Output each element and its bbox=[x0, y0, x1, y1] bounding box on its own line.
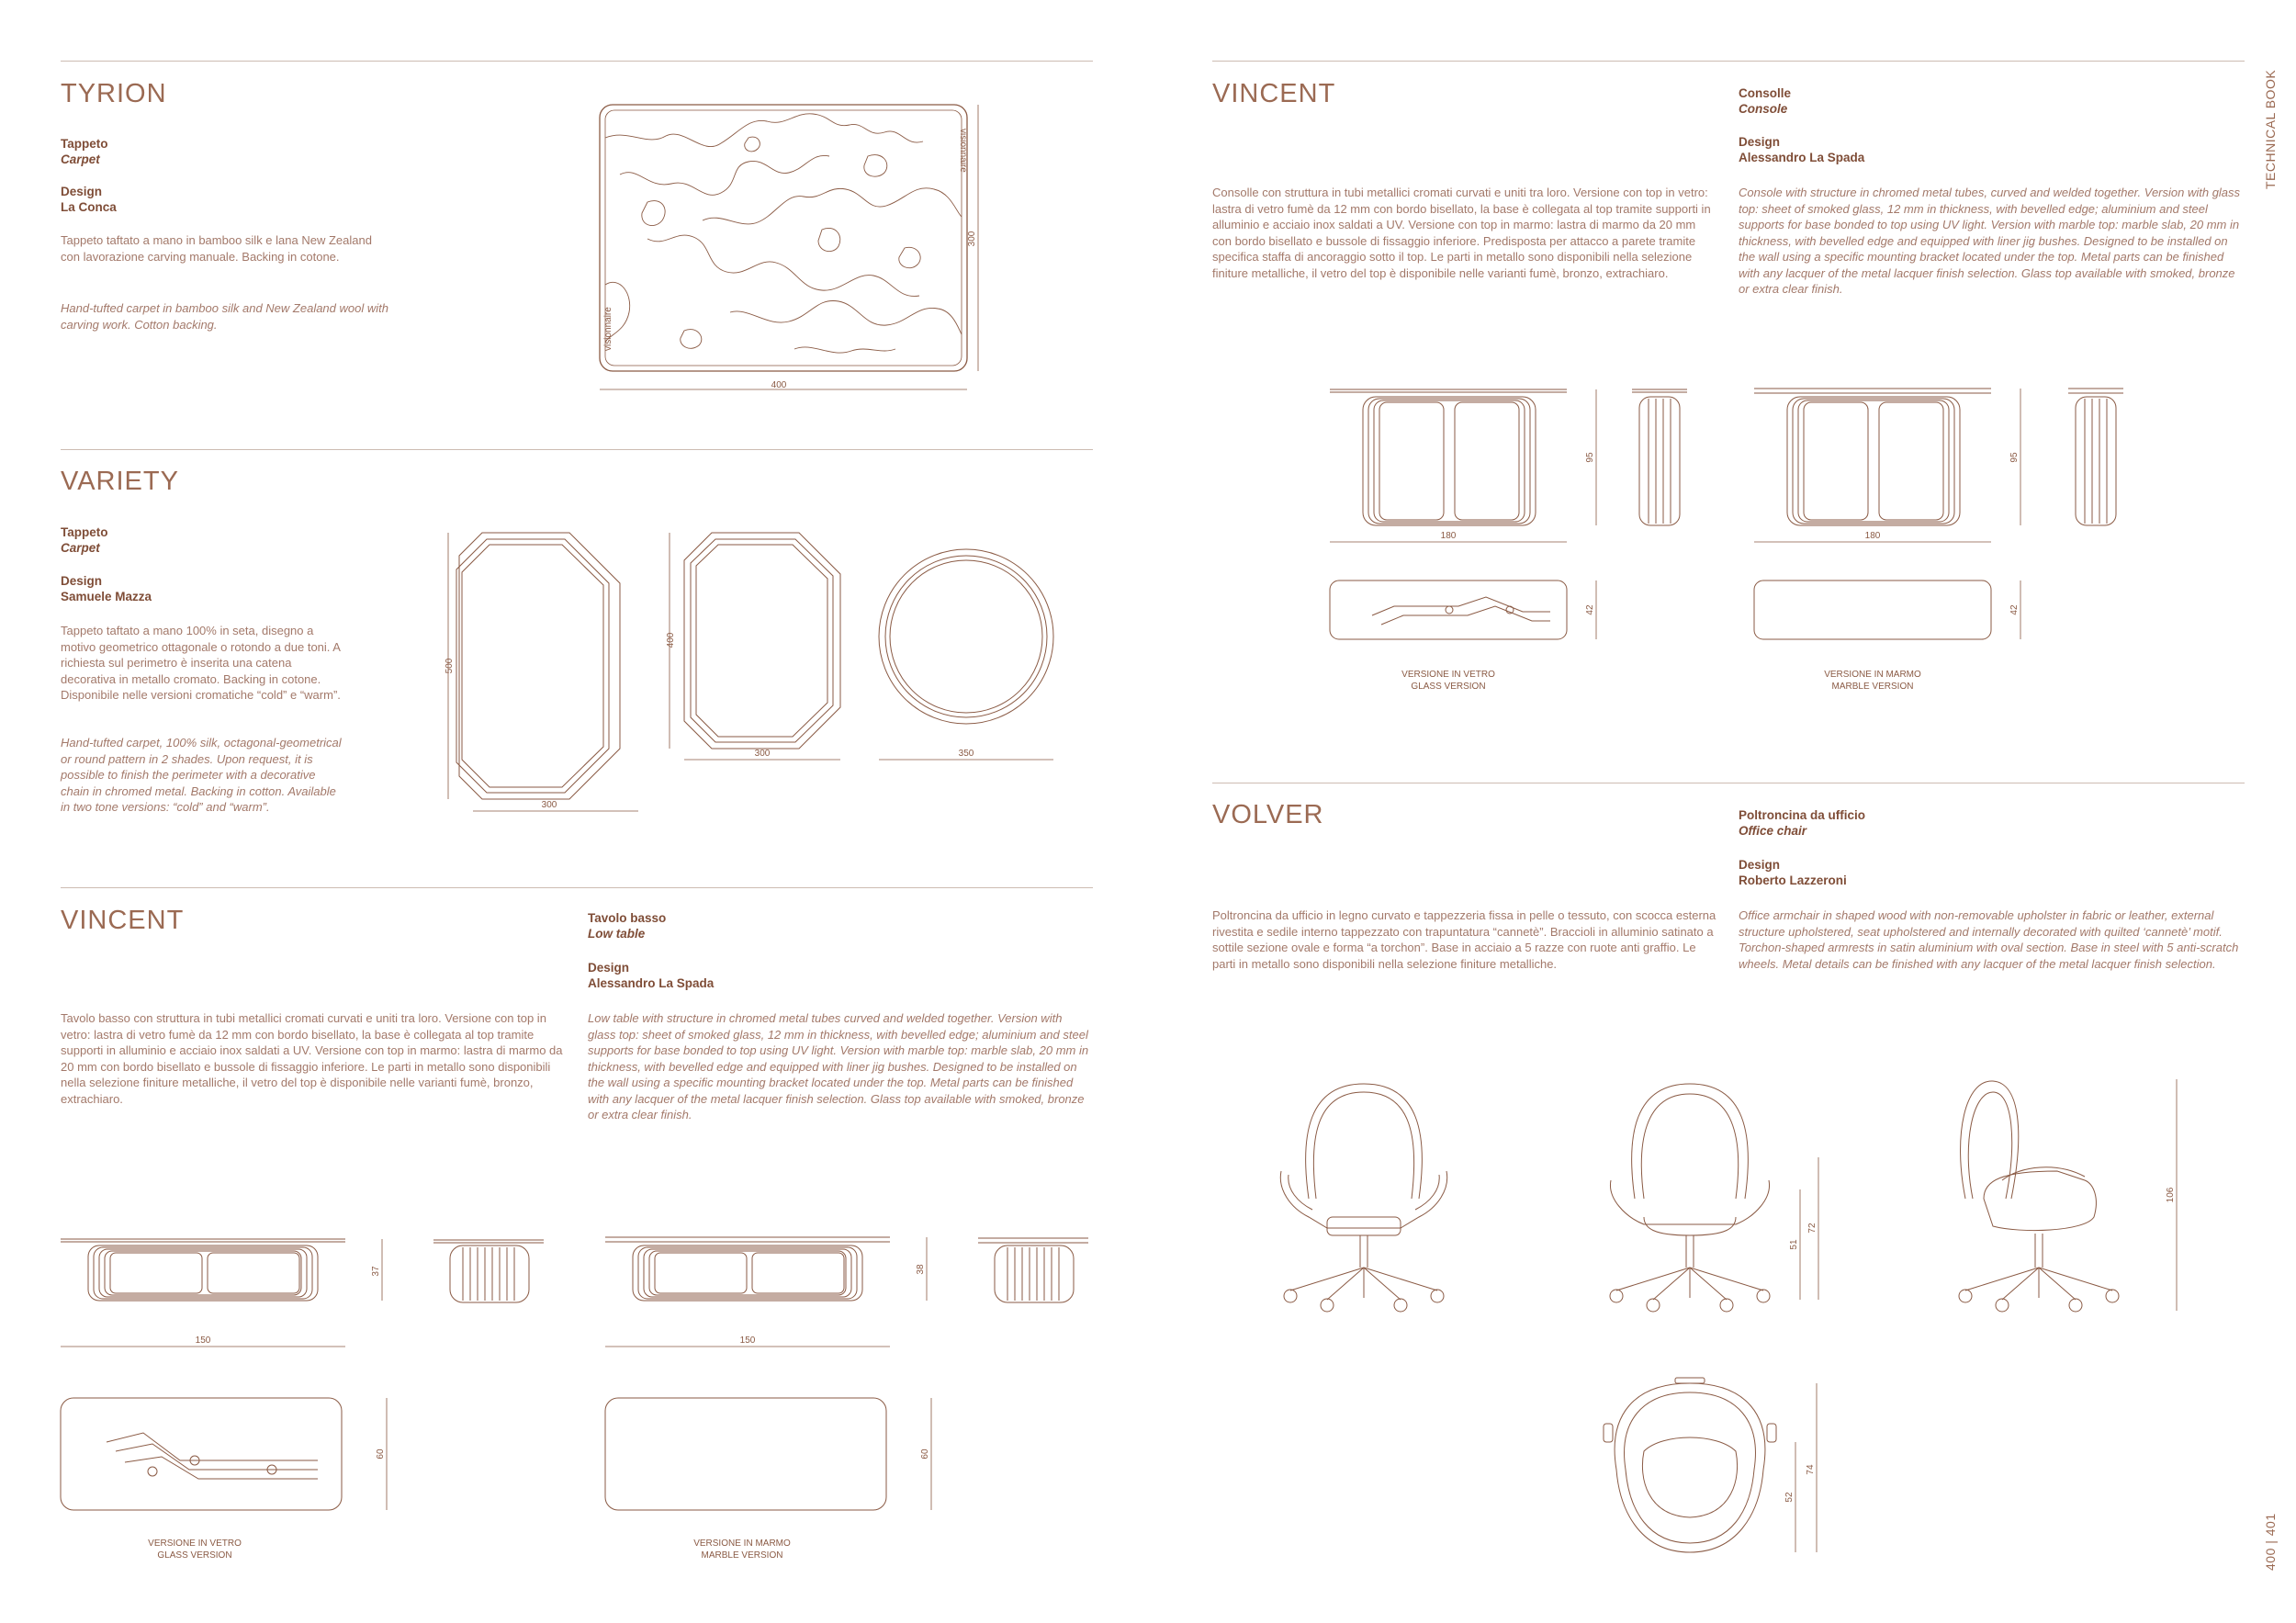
caption-it: VERSIONE IN MARMO bbox=[693, 1538, 791, 1549]
chair-back-view-drawing bbox=[1598, 1079, 1837, 1318]
product-type bbox=[1739, 807, 1865, 839]
dimension-total-depth: 74 bbox=[1806, 1464, 1816, 1475]
chair-front-view-drawing bbox=[1272, 1079, 1456, 1318]
dimension-height: 37 bbox=[371, 1266, 381, 1277]
type-label-it: Tappeto bbox=[61, 137, 108, 151]
variety-octagon-long-drawing bbox=[441, 528, 652, 817]
caption-en: GLASS VERSION bbox=[1411, 682, 1486, 692]
caption-en: MARBLE VERSION bbox=[701, 1550, 783, 1561]
tyrion-carpet-drawing bbox=[592, 101, 996, 395]
dimension-width: 350 bbox=[958, 749, 974, 759]
dimension-height: 300 bbox=[967, 231, 977, 247]
dimension-arm-height: 72 bbox=[1807, 1223, 1818, 1234]
dimension-width: 150 bbox=[195, 1336, 211, 1346]
chair-top-view-drawing bbox=[1598, 1378, 1837, 1561]
description-english: Console with structure in chromed metal tubes, curved and welded together. Version with glass top: sheet of smoked glass, 12 mm in thickness, with bevelled edge; aluminium and steel supports for base bonded to top using UV light. Version with marble top: marble slab, 20 mm in thickness, with bevelled edge and equipped with liner jig bushes. Designed to be installed on the wall using a specific mounting bracket located under the top. Metal parts can be finished with any lacquer of the metal lacquer finish selection. Glass top available with smoked, bronze or extra clear finish. bbox=[1739, 186, 2241, 296]
product-title-variety: VARIETY bbox=[61, 467, 179, 496]
type-label-it: Consolle bbox=[1739, 86, 1792, 100]
low-table-marble-side-drawing bbox=[976, 1231, 1091, 1313]
product-title-volver: VOLVER bbox=[1212, 800, 1324, 829]
dimension-depth: 42 bbox=[1585, 604, 1595, 615]
product-title-vincent: VINCENT bbox=[1212, 79, 1336, 108]
low-table-glass-top-view-drawing bbox=[61, 1396, 400, 1516]
variety-round-drawing bbox=[872, 528, 1065, 762]
brand-logo-text: visionnaire bbox=[958, 129, 968, 173]
description-italian: Consolle con struttura in tubi metallici cromati curvati e uniti tra loro. Versione con top in vetro: lastra di vetro fumè da 12 mm con bordo bisellato, la base è collegata al top tramite supporti in alluminio e acciaio inox saldati a UV. Versione con top in marmo: lastra di marmo da 20 mm con bordo bisellato e bussole di fissaggio inferiore. Predisposta per attacco a parete tramite specifica staffa di ancoraggio sotto il top. Le parti in metallo sono disponibili nella selezione finiture metalliche, il vetro del top è disponibile nelle varianti fumè, bronzo, extrachiaro. bbox=[1212, 186, 1711, 280]
type-label-it: Tappeto bbox=[61, 525, 108, 539]
caption-it: VERSIONE IN MARMO bbox=[1824, 670, 1921, 680]
type-label-en: Console bbox=[1739, 102, 1788, 116]
caption-it: VERSIONE IN VETRO bbox=[1401, 670, 1495, 680]
console-glass-side-drawing bbox=[1630, 386, 1694, 533]
dimension-height: 400 bbox=[666, 632, 676, 648]
caption-marble-version bbox=[650, 1538, 834, 1561]
technical-book-label: TECHNICAL BOOK bbox=[2263, 69, 2278, 189]
dimension-depth: 60 bbox=[920, 1448, 930, 1460]
product-type bbox=[61, 136, 108, 167]
description-english: Hand-tufted carpet in bamboo silk and New Zealand wool with carving work. Cotton backing. bbox=[61, 301, 388, 332]
type-label-it: Poltroncina da ufficio bbox=[1739, 808, 1866, 822]
dimension-seat-depth: 52 bbox=[1784, 1492, 1795, 1503]
dimension-width: 180 bbox=[1864, 531, 1881, 541]
type-label-it: Tavolo basso bbox=[588, 911, 667, 925]
dimension-height: 95 bbox=[2009, 452, 2020, 463]
caption-en: GLASS VERSION bbox=[157, 1550, 232, 1561]
dimension-depth: 60 bbox=[376, 1448, 386, 1460]
dimension-width: 150 bbox=[739, 1336, 756, 1346]
low-table-marble-front-drawing bbox=[605, 1231, 936, 1359]
product-title-vincent: VINCENT bbox=[61, 906, 185, 935]
dimension-height: 38 bbox=[916, 1264, 926, 1275]
brand-logo-text: visionnaire bbox=[603, 307, 613, 351]
section-divider bbox=[61, 61, 1093, 62]
designer-name: Alessandro La Spada bbox=[1739, 151, 1865, 164]
console-marble-front-drawing bbox=[1754, 386, 2030, 551]
dimension-height: 500 bbox=[445, 658, 455, 674]
low-table-glass-front-drawing bbox=[61, 1231, 391, 1359]
console-glass-top-view-drawing bbox=[1330, 579, 1605, 652]
type-label-en: Carpet bbox=[61, 152, 100, 166]
dimension-height: 95 bbox=[1585, 452, 1595, 463]
type-label-en: Carpet bbox=[61, 541, 100, 555]
description-italian: Tappeto taftato a mano in bamboo silk e lana New Zealand con lavorazione carving manuale. Backing in cotone. bbox=[61, 233, 372, 264]
design-label: Design bbox=[61, 574, 103, 588]
description-english: Office armchair in shaped wood with non-removable upholster in fabric or leather, external structure upholstered, seat upholstered and internally decorated with quilted ‘cannetè’ motif. Torchon-shaped armrests in satin aluminium with oval section. Base in steel with 5 anti-scratch wheels. Metal details can be finished with any lacquer of the metal lacquer finish selection. bbox=[1739, 908, 2239, 971]
dimension-width: 300 bbox=[754, 749, 771, 759]
dimension-seat-height: 51 bbox=[1789, 1239, 1799, 1250]
product-type bbox=[61, 524, 108, 556]
console-marble-top-view-drawing bbox=[1754, 579, 2030, 652]
console-marble-side-drawing bbox=[2066, 386, 2131, 533]
description-italian: Tavolo basso con struttura in tubi metallici cromati curvati e uniti tra loro. Versione con top in vetro: lastra di vetro fumè da 12 mm con bordo bisellato, la base è collegata al top tramite supporti in alluminio e acciaio inox saldati a UV. Versione con top in marmo: lastra di marmo da 20 mm con bordo bisellato e bussole di fissaggio inferiore. Le parti in metallo sono disponibili nella selezione finiture metalliche, il vetro del top è disponibile nelle varianti fumè, bronzo, extrachiaro. bbox=[61, 1011, 563, 1106]
product-type bbox=[588, 910, 666, 941]
section-divider bbox=[61, 887, 1093, 888]
design-label: Design bbox=[61, 185, 103, 198]
caption-glass-version bbox=[103, 1538, 287, 1561]
product-design bbox=[61, 184, 117, 215]
design-label: Design bbox=[588, 961, 630, 975]
console-glass-front-drawing bbox=[1330, 386, 1605, 551]
caption-marble-version bbox=[1781, 669, 1964, 693]
dimension-width: 180 bbox=[1440, 531, 1457, 541]
description-english: Low table with structure in chromed metal tubes curved and welded together. Version with glass top: sheet of smoked glass, 12 mm in thickness, with bevelled edge; aluminium and steel supports for base bonded to top using UV light. Version with marble top: marble slab, 20 mm in thickness, with bevelled edge and equipped with liner jig bushes. Designed to be installed on the wall using a specific mounting bracket located under the top. Metal parts can be finished with any lacquer of the metal lacquer finish selection. Glass top available with smoked, bronze or extra clear finish. bbox=[588, 1011, 1089, 1121]
dimension-width: 400 bbox=[771, 380, 787, 390]
designer-name: Roberto Lazzeroni bbox=[1739, 873, 1847, 887]
caption-en: MARBLE VERSION bbox=[1831, 682, 1914, 692]
designer-name: Alessandro La Spada bbox=[588, 976, 715, 990]
section-divider bbox=[1212, 61, 2245, 62]
dimension-depth: 42 bbox=[2009, 604, 2020, 615]
caption-it: VERSIONE IN VETRO bbox=[148, 1538, 242, 1549]
type-label-en: Office chair bbox=[1739, 824, 1807, 838]
product-design bbox=[1739, 134, 1864, 165]
caption-glass-version bbox=[1356, 669, 1540, 693]
description-italian: Tappeto taftato a mano 100% in seta, disegno a motivo geometrico ottagonale o rotondo a due toni. A richiesta sul perimetro è inserita una catena decorativa in metallo cromato. Backing in cotone. Disponibile nelle versioni cromatiche “cold” e “warm”. bbox=[61, 624, 341, 702]
type-label-en: Low table bbox=[588, 927, 646, 941]
design-label: Design bbox=[1739, 135, 1781, 149]
description-italian: Poltroncina da ufficio in legno curvato e tappezzeria fissa in pelle o tessuto, con scocca esterna rivestita e sedile interno tappezzato con trapuntatura “cannetè”. Braccioli in alluminio satinato a sottile sezione ovale e forma “a torchon”. Base in acciaio a 5 razze con ruote anti graffio. Le parti in metallo sono disponibili nella selezione finiture metalliche. bbox=[1212, 908, 1716, 971]
product-design bbox=[588, 960, 714, 991]
design-label: Design bbox=[1739, 858, 1781, 872]
chair-side-view-drawing bbox=[1947, 1070, 2186, 1323]
variety-octagon-short-drawing bbox=[657, 528, 850, 762]
product-title-tyrion: TYRION bbox=[61, 79, 167, 108]
product-design bbox=[1739, 857, 1847, 888]
low-table-glass-side-drawing bbox=[432, 1231, 546, 1313]
dimension-width: 300 bbox=[541, 800, 557, 810]
designer-name: La Conca bbox=[61, 200, 117, 214]
section-divider bbox=[61, 449, 1093, 450]
product-type bbox=[1739, 85, 1791, 117]
page-number-label: 400 | 401 bbox=[2263, 1513, 2278, 1571]
description-english: Hand-tufted carpet, 100% silk, octagonal-geometrical or round pattern in 2 shades. Upon request, it is possible to finish the perimeter with a decorative chain in chromed metal. Backing in cotton. Available in two tone versions: “cold” and “warm”. bbox=[61, 736, 342, 814]
dimension-total-height: 106 bbox=[2166, 1187, 2176, 1203]
designer-name: Samuele Mazza bbox=[61, 590, 152, 603]
low-table-marble-top-view-drawing bbox=[605, 1396, 945, 1516]
product-design bbox=[61, 573, 152, 604]
